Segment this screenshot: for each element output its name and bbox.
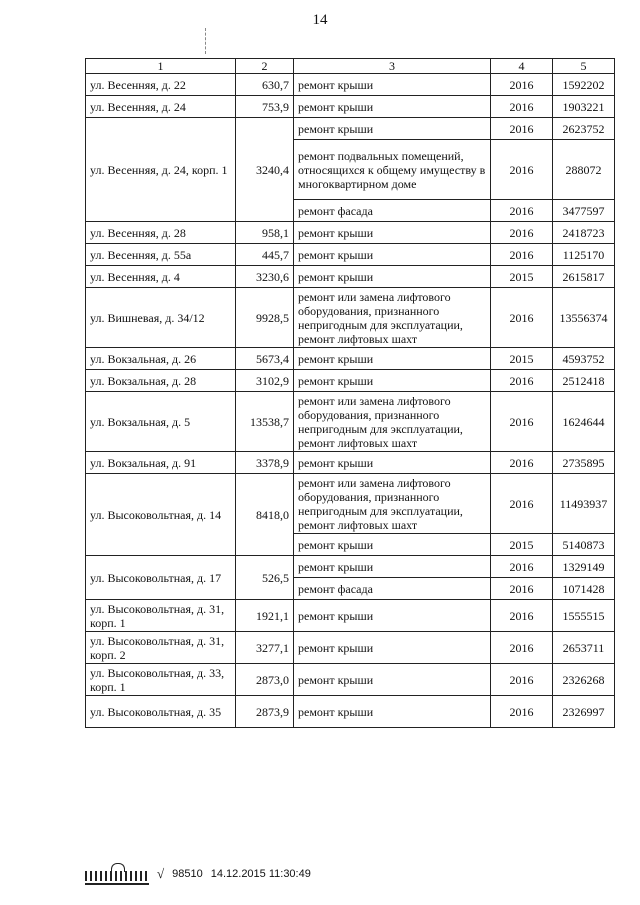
year-cell: 2016: [491, 392, 553, 452]
area-cell: 5673,4: [236, 348, 294, 370]
cost-cell: 1592202: [553, 74, 615, 96]
cost-cell: 2615817: [553, 266, 615, 288]
table-row: [86, 244, 615, 266]
cost-cell: 2326268: [553, 664, 615, 696]
work-type-cell: ремонт крыши: [294, 556, 491, 578]
work-type-cell: ремонт крыши: [294, 118, 491, 140]
work-type-cell: ремонт крыши: [294, 664, 491, 696]
work-type-cell: ремонт крыши: [294, 266, 491, 288]
area-cell: 753,9: [236, 96, 294, 118]
column-header-3: 3: [294, 59, 491, 74]
table-row: [86, 74, 615, 96]
work-type-cell: ремонт крыши: [294, 348, 491, 370]
year-cell: 2015: [491, 266, 553, 288]
table-row: [86, 348, 615, 370]
work-type-cell: ремонт крыши: [294, 96, 491, 118]
year-cell: 2016: [491, 370, 553, 392]
area-cell: 526,5: [236, 556, 294, 600]
cost-cell: 1555515: [553, 600, 615, 632]
year-cell: 2016: [491, 288, 553, 348]
cost-cell: 11493937: [553, 474, 615, 534]
address-cell: ул. Весенняя, д. 28: [86, 222, 236, 244]
table-row: [86, 118, 615, 140]
work-type-cell: ремонт крыши: [294, 534, 491, 556]
work-type-cell: ремонт фасада: [294, 200, 491, 222]
column-header-2: 2: [236, 59, 294, 74]
work-type-cell: ремонт крыши: [294, 74, 491, 96]
table-row: [86, 632, 615, 664]
cost-cell: 1329149: [553, 556, 615, 578]
cost-cell: 2623752: [553, 118, 615, 140]
work-type-cell: ремонт или замена лифтового оборудования, признанного непригодным для эксплуатации, ремонт лифтовых шахт: [294, 288, 491, 348]
area-cell: 13538,7: [236, 392, 294, 452]
address-cell: ул. Высоковольтная, д. 31, корп. 1: [86, 600, 236, 632]
area-cell: 3102,9: [236, 370, 294, 392]
area-cell: 3277,1: [236, 632, 294, 664]
work-type-cell: ремонт или замена лифтового оборудования, признанного непригодным для эксплуатации, ремонт лифтовых шахт: [294, 392, 491, 452]
table-row: [86, 266, 615, 288]
area-cell: 9928,5: [236, 288, 294, 348]
work-type-cell: ремонт подвальных помещений, относящихся к общему имуществу в многоквартирном доме: [294, 140, 491, 200]
work-type-cell: ремонт или замена лифтового оборудования, признанного непригодным для эксплуатации, ремонт лифтовых шахт: [294, 474, 491, 534]
year-cell: 2016: [491, 96, 553, 118]
address-cell: ул. Весенняя, д. 24: [86, 96, 236, 118]
signature-mark: √: [157, 866, 165, 881]
table-row: [86, 288, 615, 348]
area-cell: 958,1: [236, 222, 294, 244]
year-cell: 2016: [491, 200, 553, 222]
table-row: [86, 392, 615, 452]
page-number: 14: [312, 12, 328, 28]
table-row: [86, 96, 615, 118]
scan-artifact: [205, 28, 207, 54]
address-cell: ул. Весенняя, д. 24, корп. 1: [86, 118, 236, 222]
year-cell: 2016: [491, 578, 553, 600]
work-type-cell: ремонт крыши: [294, 222, 491, 244]
year-cell: 2016: [491, 600, 553, 632]
cost-cell: 2418723: [553, 222, 615, 244]
work-type-cell: ремонт крыши: [294, 696, 491, 728]
cost-cell: 13556374: [553, 288, 615, 348]
document-footer: [85, 862, 311, 886]
cost-cell: 4593752: [553, 348, 615, 370]
area-cell: 2873,9: [236, 696, 294, 728]
table-header-row: [86, 59, 615, 74]
table-row: [86, 452, 615, 474]
area-cell: 8418,0: [236, 474, 294, 556]
address-cell: ул. Высоковольтная, д. 33, корп. 1: [86, 664, 236, 696]
column-header-5: 5: [553, 59, 615, 74]
table-row: [86, 556, 615, 578]
cost-cell: 5140873: [553, 534, 615, 556]
table-row: [86, 600, 615, 632]
table-row: [86, 222, 615, 244]
address-cell: ул. Весенняя, д. 55а: [86, 244, 236, 266]
area-cell: 445,7: [236, 244, 294, 266]
year-cell: 2015: [491, 348, 553, 370]
year-cell: 2016: [491, 222, 553, 244]
table-row: [86, 370, 615, 392]
table-row: [86, 696, 615, 728]
area-cell: 1921,1: [236, 600, 294, 632]
document-number: 98510: [172, 868, 203, 880]
cost-cell: 1125170: [553, 244, 615, 266]
year-cell: 2016: [491, 118, 553, 140]
address-cell: ул. Вокзальная, д. 28: [86, 370, 236, 392]
address-cell: ул. Высоковольтная, д. 31, корп. 2: [86, 632, 236, 664]
cost-cell: 2735895: [553, 452, 615, 474]
address-cell: ул. Весенняя, д. 22: [86, 74, 236, 96]
address-cell: ул. Вокзальная, д. 91: [86, 452, 236, 474]
work-type-cell: ремонт фасада: [294, 578, 491, 600]
year-cell: 2016: [491, 632, 553, 664]
area-cell: 630,7: [236, 74, 294, 96]
table-row: [86, 474, 615, 534]
address-cell: ул. Высоковольтная, д. 35: [86, 696, 236, 728]
year-cell: 2016: [491, 452, 553, 474]
year-cell: 2016: [491, 244, 553, 266]
document-datetime: 14.12.2015 11:30:49: [210, 868, 311, 880]
address-cell: ул. Вишневая, д. 34/12: [86, 288, 236, 348]
area-cell: 3230,6: [236, 266, 294, 288]
area-cell: 3378,9: [236, 452, 294, 474]
area-cell: 3240,4: [236, 118, 294, 222]
address-cell: ул. Вокзальная, д. 5: [86, 392, 236, 452]
cost-cell: 3477597: [553, 200, 615, 222]
column-header-4: 4: [491, 59, 553, 74]
work-type-cell: ремонт крыши: [294, 370, 491, 392]
table-body: [86, 74, 615, 728]
cost-cell: 2326997: [553, 696, 615, 728]
column-header-1: 1: [86, 59, 236, 74]
year-cell: 2016: [491, 474, 553, 534]
cost-cell: 1903221: [553, 96, 615, 118]
address-cell: ул. Вокзальная, д. 26: [86, 348, 236, 370]
work-type-cell: ремонт крыши: [294, 600, 491, 632]
address-cell: ул. Высоковольтная, д. 17: [86, 556, 236, 600]
year-cell: 2016: [491, 556, 553, 578]
table-row: [86, 664, 615, 696]
year-cell: 2015: [491, 534, 553, 556]
cost-cell: 1624644: [553, 392, 615, 452]
building-logo-icon: [85, 863, 149, 885]
year-cell: 2016: [491, 74, 553, 96]
repair-schedule-table: [85, 58, 615, 728]
cost-cell: 1071428: [553, 578, 615, 600]
year-cell: 2016: [491, 140, 553, 200]
work-type-cell: ремонт крыши: [294, 452, 491, 474]
cost-cell: 2653711: [553, 632, 615, 664]
cost-cell: 288072: [553, 140, 615, 200]
year-cell: 2016: [491, 664, 553, 696]
address-cell: ул. Весенняя, д. 4: [86, 266, 236, 288]
work-type-cell: ремонт крыши: [294, 632, 491, 664]
address-cell: ул. Высоковольтная, д. 14: [86, 474, 236, 556]
year-cell: 2016: [491, 696, 553, 728]
area-cell: 2873,0: [236, 664, 294, 696]
cost-cell: 2512418: [553, 370, 615, 392]
work-type-cell: ремонт крыши: [294, 244, 491, 266]
